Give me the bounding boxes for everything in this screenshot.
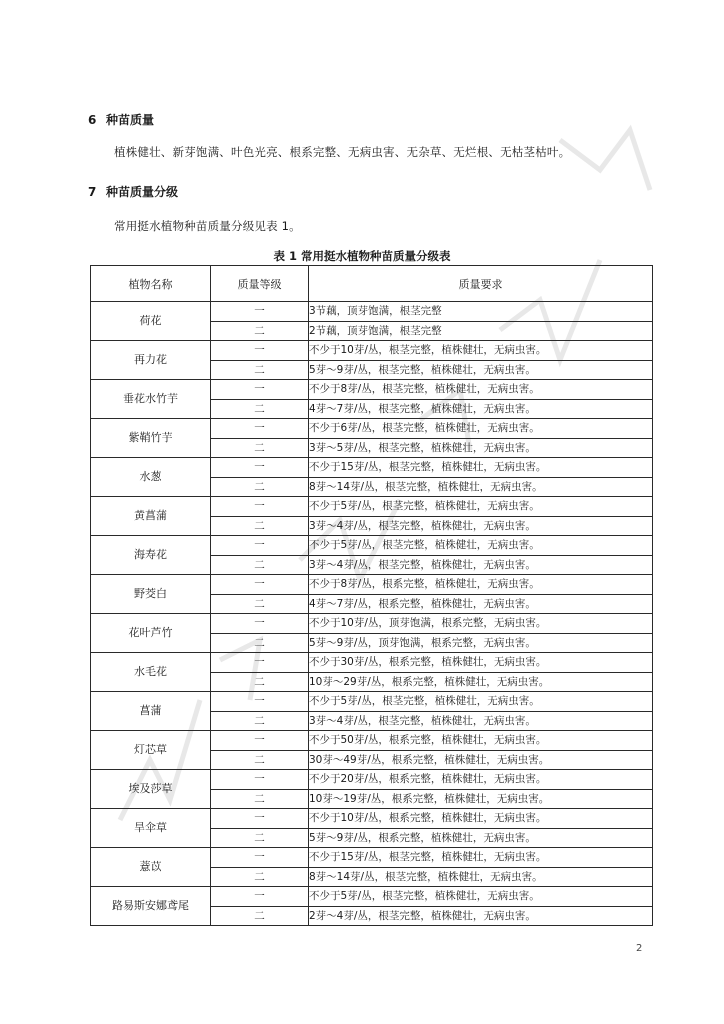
table-row bbox=[91, 731, 653, 751]
plant-name-cell: 花叶芦竹 bbox=[91, 614, 211, 653]
grade-cell: 二 bbox=[211, 867, 309, 887]
requirement-cell: 8芽～14芽/丛，根茎完整，植株健壮，无病虫害。 bbox=[309, 477, 653, 497]
table-row bbox=[91, 887, 653, 907]
grade-cell: 二 bbox=[211, 555, 309, 575]
grade-cell: 二 bbox=[211, 906, 309, 926]
grade-cell: 一 bbox=[211, 848, 309, 868]
table-body bbox=[91, 302, 653, 926]
page-number: 2 bbox=[636, 943, 643, 954]
plant-name-cell: 野茭白 bbox=[91, 575, 211, 614]
requirement-cell: 5芽～9芽/丛，根系完整，植株健壮，无病虫害。 bbox=[309, 828, 653, 848]
plant-name-cell: 紫鞘竹芋 bbox=[91, 419, 211, 458]
requirement-cell: 5芽～9芽/丛，根茎完整，植株健壮，无病虫害。 bbox=[309, 360, 653, 380]
grade-cell: 一 bbox=[211, 419, 309, 439]
grade-cell: 二 bbox=[211, 321, 309, 341]
section-6-text: 植株健壮、新芽饱满、叶色光亮、根系完整、无病虫害、无杂草、无烂根、无枯茎枯叶。 bbox=[114, 145, 571, 159]
requirement-cell: 不少于5芽/丛，根茎完整，植株健壮，无病虫害。 bbox=[309, 497, 653, 517]
requirement-cell: 8芽～14芽/丛，根茎完整，植株健壮，无病虫害。 bbox=[309, 867, 653, 887]
section-7-text: 常用挺水植物种苗质量分级见表 1。 bbox=[114, 219, 301, 233]
grade-cell: 二 bbox=[211, 438, 309, 458]
grade-cell: 二 bbox=[211, 399, 309, 419]
grade-cell: 一 bbox=[211, 692, 309, 712]
grade-cell: 一 bbox=[211, 536, 309, 556]
grade-cell: 一 bbox=[211, 770, 309, 790]
requirement-cell: 不少于50芽/丛，根系完整，植株健壮，无病虫害。 bbox=[309, 731, 653, 751]
grade-cell: 一 bbox=[211, 731, 309, 751]
grade-cell: 一 bbox=[211, 380, 309, 400]
grade-cell: 二 bbox=[211, 594, 309, 614]
grade-cell: 二 bbox=[211, 828, 309, 848]
requirement-cell: 不少于10芽/丛，顶芽饱满，根系完整，无病虫害。 bbox=[309, 614, 653, 634]
requirement-cell: 3芽～5芽/丛，根茎完整，植株健壮，无病虫害。 bbox=[309, 438, 653, 458]
table-header-row bbox=[91, 266, 653, 302]
table-row bbox=[91, 497, 653, 517]
plant-name-cell: 垂花水竹芋 bbox=[91, 380, 211, 419]
requirement-cell: 不少于5芽/丛，根茎完整，植株健壮，无病虫害。 bbox=[309, 692, 653, 712]
table-row bbox=[91, 419, 653, 439]
requirement-cell: 不少于8芽/丛，根系完整，植株健壮，无病虫害。 bbox=[309, 575, 653, 595]
requirement-cell: 3节藕，顶芽饱满，根茎完整 bbox=[309, 302, 653, 322]
grade-cell: 二 bbox=[211, 516, 309, 536]
table-row bbox=[91, 458, 653, 478]
grade-cell: 一 bbox=[211, 614, 309, 634]
requirement-cell: 不少于15芽/丛，根茎完整，植株健壮，无病虫害。 bbox=[309, 458, 653, 478]
plant-name-cell: 海寿花 bbox=[91, 536, 211, 575]
requirement-cell: 不少于10芽/丛，根茎完整，植株健壮，无病虫害。 bbox=[309, 341, 653, 361]
table-row bbox=[91, 653, 653, 673]
grade-cell: 二 bbox=[211, 633, 309, 653]
table-row bbox=[91, 380, 653, 400]
grade-cell: 一 bbox=[211, 341, 309, 361]
grade-cell: 二 bbox=[211, 789, 309, 809]
grade-cell: 二 bbox=[211, 750, 309, 770]
section-title: 种苗质量分级 bbox=[106, 185, 179, 199]
header-requirement: 质量要求 bbox=[309, 266, 653, 302]
header-grade: 质量等级 bbox=[211, 266, 309, 302]
table-row bbox=[91, 536, 653, 556]
requirement-cell: 不少于30芽/丛，根系完整，植株健壮，无病虫害。 bbox=[309, 653, 653, 673]
requirement-cell: 4芽～7芽/丛，根茎完整，植株健壮，无病虫害。 bbox=[309, 399, 653, 419]
section-6-heading bbox=[88, 111, 154, 128]
grade-cell: 一 bbox=[211, 809, 309, 829]
requirement-cell: 3芽～4芽/丛，根茎完整，植株健壮，无病虫害。 bbox=[309, 711, 653, 731]
plant-name-cell: 旱伞草 bbox=[91, 809, 211, 848]
table-row bbox=[91, 848, 653, 868]
table-caption: 表 1 常用挺水植物种苗质量分级表 bbox=[273, 249, 451, 263]
requirement-cell: 不少于20芽/丛，根系完整，植株健壮，无病虫害。 bbox=[309, 770, 653, 790]
plant-name-cell: 黄菖蒲 bbox=[91, 497, 211, 536]
grade-cell: 一 bbox=[211, 458, 309, 478]
requirement-cell: 不少于5芽/丛，根茎完整，植株健壮，无病虫害。 bbox=[309, 887, 653, 907]
grade-cell: 二 bbox=[211, 477, 309, 497]
table-row bbox=[91, 341, 653, 361]
requirement-cell: 2节藕，顶芽饱满，根茎完整 bbox=[309, 321, 653, 341]
section-number: 7 bbox=[88, 185, 97, 199]
requirement-cell: 不少于6芽/丛，根茎完整，植株健壮，无病虫害。 bbox=[309, 419, 653, 439]
plant-name-cell: 荷花 bbox=[91, 302, 211, 341]
grade-cell: 一 bbox=[211, 575, 309, 595]
plant-name-cell: 薏苡 bbox=[91, 848, 211, 887]
requirement-cell: 不少于5芽/丛，根茎完整，植株健壮，无病虫害。 bbox=[309, 536, 653, 556]
requirement-cell: 5芽～9芽/丛，顶芽饱满，根系完整，无病虫害。 bbox=[309, 633, 653, 653]
requirement-cell: 2芽～4芽/丛，根茎完整，植株健壮，无病虫害。 bbox=[309, 906, 653, 926]
table-row bbox=[91, 770, 653, 790]
requirement-cell: 3芽～4芽/丛，根茎完整，植株健壮，无病虫害。 bbox=[309, 555, 653, 575]
requirement-cell: 3芽～4芽/丛，根茎完整，植株健壮，无病虫害。 bbox=[309, 516, 653, 536]
requirement-cell: 10芽～29芽/丛，根系完整，植株健壮，无病虫害。 bbox=[309, 672, 653, 692]
plant-name-cell: 水葱 bbox=[91, 458, 211, 497]
plant-name-cell: 路易斯安娜鸢尾 bbox=[91, 887, 211, 926]
grading-table bbox=[90, 265, 653, 926]
grade-cell: 一 bbox=[211, 302, 309, 322]
requirement-cell: 4芽～7芽/丛，根系完整，植株健壮，无病虫害。 bbox=[309, 594, 653, 614]
table-row bbox=[91, 692, 653, 712]
table-row bbox=[91, 302, 653, 322]
requirement-cell: 10芽～19芽/丛，根系完整，植株健壮，无病虫害。 bbox=[309, 789, 653, 809]
grade-cell: 一 bbox=[211, 887, 309, 907]
requirement-cell: 不少于8芽/丛，根茎完整，植株健壮，无病虫害。 bbox=[309, 380, 653, 400]
plant-name-cell: 水毛花 bbox=[91, 653, 211, 692]
plant-name-cell: 再力花 bbox=[91, 341, 211, 380]
section-7-heading bbox=[88, 183, 178, 200]
header-plant-name: 植物名称 bbox=[91, 266, 211, 302]
grade-cell: 二 bbox=[211, 711, 309, 731]
grade-cell: 二 bbox=[211, 672, 309, 692]
table-row bbox=[91, 809, 653, 829]
plant-name-cell: 灯芯草 bbox=[91, 731, 211, 770]
grade-cell: 二 bbox=[211, 360, 309, 380]
requirement-cell: 不少于10芽/丛，根系完整，植株健壮，无病虫害。 bbox=[309, 809, 653, 829]
table-row bbox=[91, 575, 653, 595]
section-title: 种苗质量 bbox=[106, 113, 155, 127]
grade-cell: 一 bbox=[211, 653, 309, 673]
table-row bbox=[91, 614, 653, 634]
plant-name-cell: 菖蒲 bbox=[91, 692, 211, 731]
plant-name-cell: 埃及莎草 bbox=[91, 770, 211, 809]
requirement-cell: 不少于15芽/丛，根茎完整，植株健壮，无病虫害。 bbox=[309, 848, 653, 868]
section-number: 6 bbox=[88, 113, 97, 127]
grade-cell: 一 bbox=[211, 497, 309, 517]
requirement-cell: 30芽～49芽/丛，根系完整，植株健壮，无病虫害。 bbox=[309, 750, 653, 770]
